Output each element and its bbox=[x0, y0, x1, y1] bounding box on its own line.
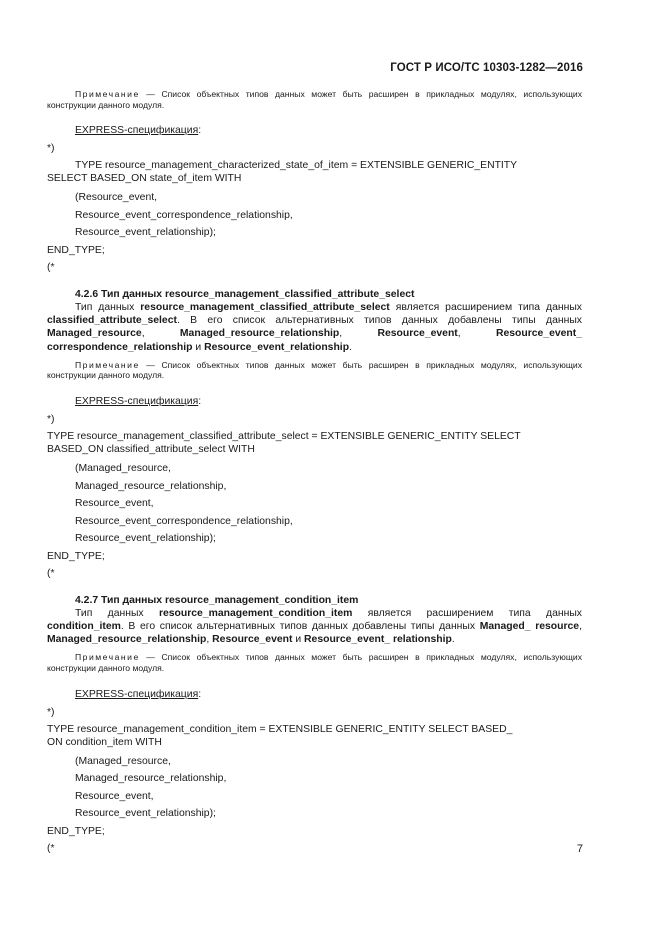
express-spec-label: EXPRESS-спецификация: bbox=[75, 688, 202, 700]
note-label: Примечание bbox=[75, 652, 140, 663]
select-item: Resource_event_relationship); bbox=[75, 227, 216, 239]
select-item: Resource_event_relationship); bbox=[75, 533, 216, 545]
select-item: (Resource_event, bbox=[75, 192, 158, 204]
comment-open: *) bbox=[47, 414, 55, 426]
note-text: — Список объектных типов данных может быть расширен в прикладных модулях, использующих конструкции данного модуля. bbox=[47, 359, 582, 381]
section-body: Тип данных resource_management_classified_attribute_select является расширением типа данных classified_attribute_select. В его список альтернативных типов данных добавлены типы данных Managed_resource, Managed_resource_relationship, Resource_event, Resource_event_ correspondence_relationship и Resource_event_relationship. bbox=[47, 301, 583, 353]
type-declaration: TYPE resource_management_classified_attribute_select = EXTENSIBLE GENERIC_ENTITY SELECT bbox=[47, 431, 521, 443]
comment-open: *) bbox=[47, 706, 55, 718]
select-item: Resource_event_correspondence_relationship, bbox=[75, 515, 293, 527]
select-item: Resource_event, bbox=[75, 790, 154, 802]
select-item: (Managed_resource, bbox=[75, 463, 171, 475]
type-declaration-cont: SELECT BASED_ON state_of_item WITH bbox=[47, 173, 242, 185]
select-item: Resource_event_relationship); bbox=[75, 808, 216, 820]
select-item: Managed_resource_relationship, bbox=[75, 773, 227, 785]
comment-open: *) bbox=[47, 143, 55, 155]
note-label: Примечание bbox=[75, 89, 140, 99]
end-type: END_TYPE; bbox=[47, 244, 105, 256]
comment-close: (* bbox=[47, 567, 55, 579]
select-item: Resource_event_correspondence_relationship, bbox=[75, 209, 293, 221]
type-declaration: TYPE resource_management_characterized_state_of_item = EXTENSIBLE GENERIC_ENTITY bbox=[75, 160, 518, 172]
comment-close: (* bbox=[47, 842, 55, 854]
end-type: END_TYPE; bbox=[47, 825, 105, 837]
section-body: Тип данных resource_management_condition_item является расширением типа данных condition_item. В его список альтернативных типов данных добавлены типы данных Managed_ resource, Managed_resource_relationship, Resource_event и Resource_event_ relationship. bbox=[47, 607, 582, 646]
note bbox=[47, 652, 582, 673]
note bbox=[47, 360, 582, 381]
page-content bbox=[47, 89, 582, 859]
note-label: Примечание bbox=[75, 359, 140, 370]
type-declaration: TYPE resource_management_condition_item = EXTENSIBLE GENERIC_ENTITY SELECT BASED_ bbox=[47, 723, 513, 735]
section-heading-4-2-7: 4.2.7 Тип данных resource_management_condition_item bbox=[75, 594, 359, 606]
express-spec-label: EXPRESS-спецификация: bbox=[75, 125, 202, 137]
select-item: Resource_event, bbox=[75, 498, 154, 510]
type-declaration-cont: ON condition_item WITH bbox=[47, 736, 162, 748]
page-number: 7 bbox=[576, 843, 583, 855]
note bbox=[47, 89, 582, 110]
comment-close: (* bbox=[47, 261, 55, 273]
select-item: Managed_resource_relationship, bbox=[75, 480, 227, 492]
type-declaration-cont: BASED_ON classified_attribute_select WITH bbox=[47, 444, 255, 456]
document-header: ГОСТ Р ИСО/ТС 10303-1282—2016 bbox=[390, 62, 583, 74]
end-type: END_TYPE; bbox=[47, 550, 105, 562]
note-text: — Список объектных типов данных может быть расширен в прикладных модулях, использующих конструкции данного модуля. bbox=[47, 652, 582, 674]
section-heading-4-2-6: 4.2.6 Тип данных resource_management_classified_attribute_select bbox=[75, 288, 415, 300]
select-item: (Managed_resource, bbox=[75, 755, 171, 767]
note-text: — Список объектных типов данных может быть расширен в прикладных модулях, использующих конструкции данного модуля. bbox=[47, 89, 582, 110]
express-spec-label: EXPRESS-спецификация: bbox=[75, 396, 202, 408]
